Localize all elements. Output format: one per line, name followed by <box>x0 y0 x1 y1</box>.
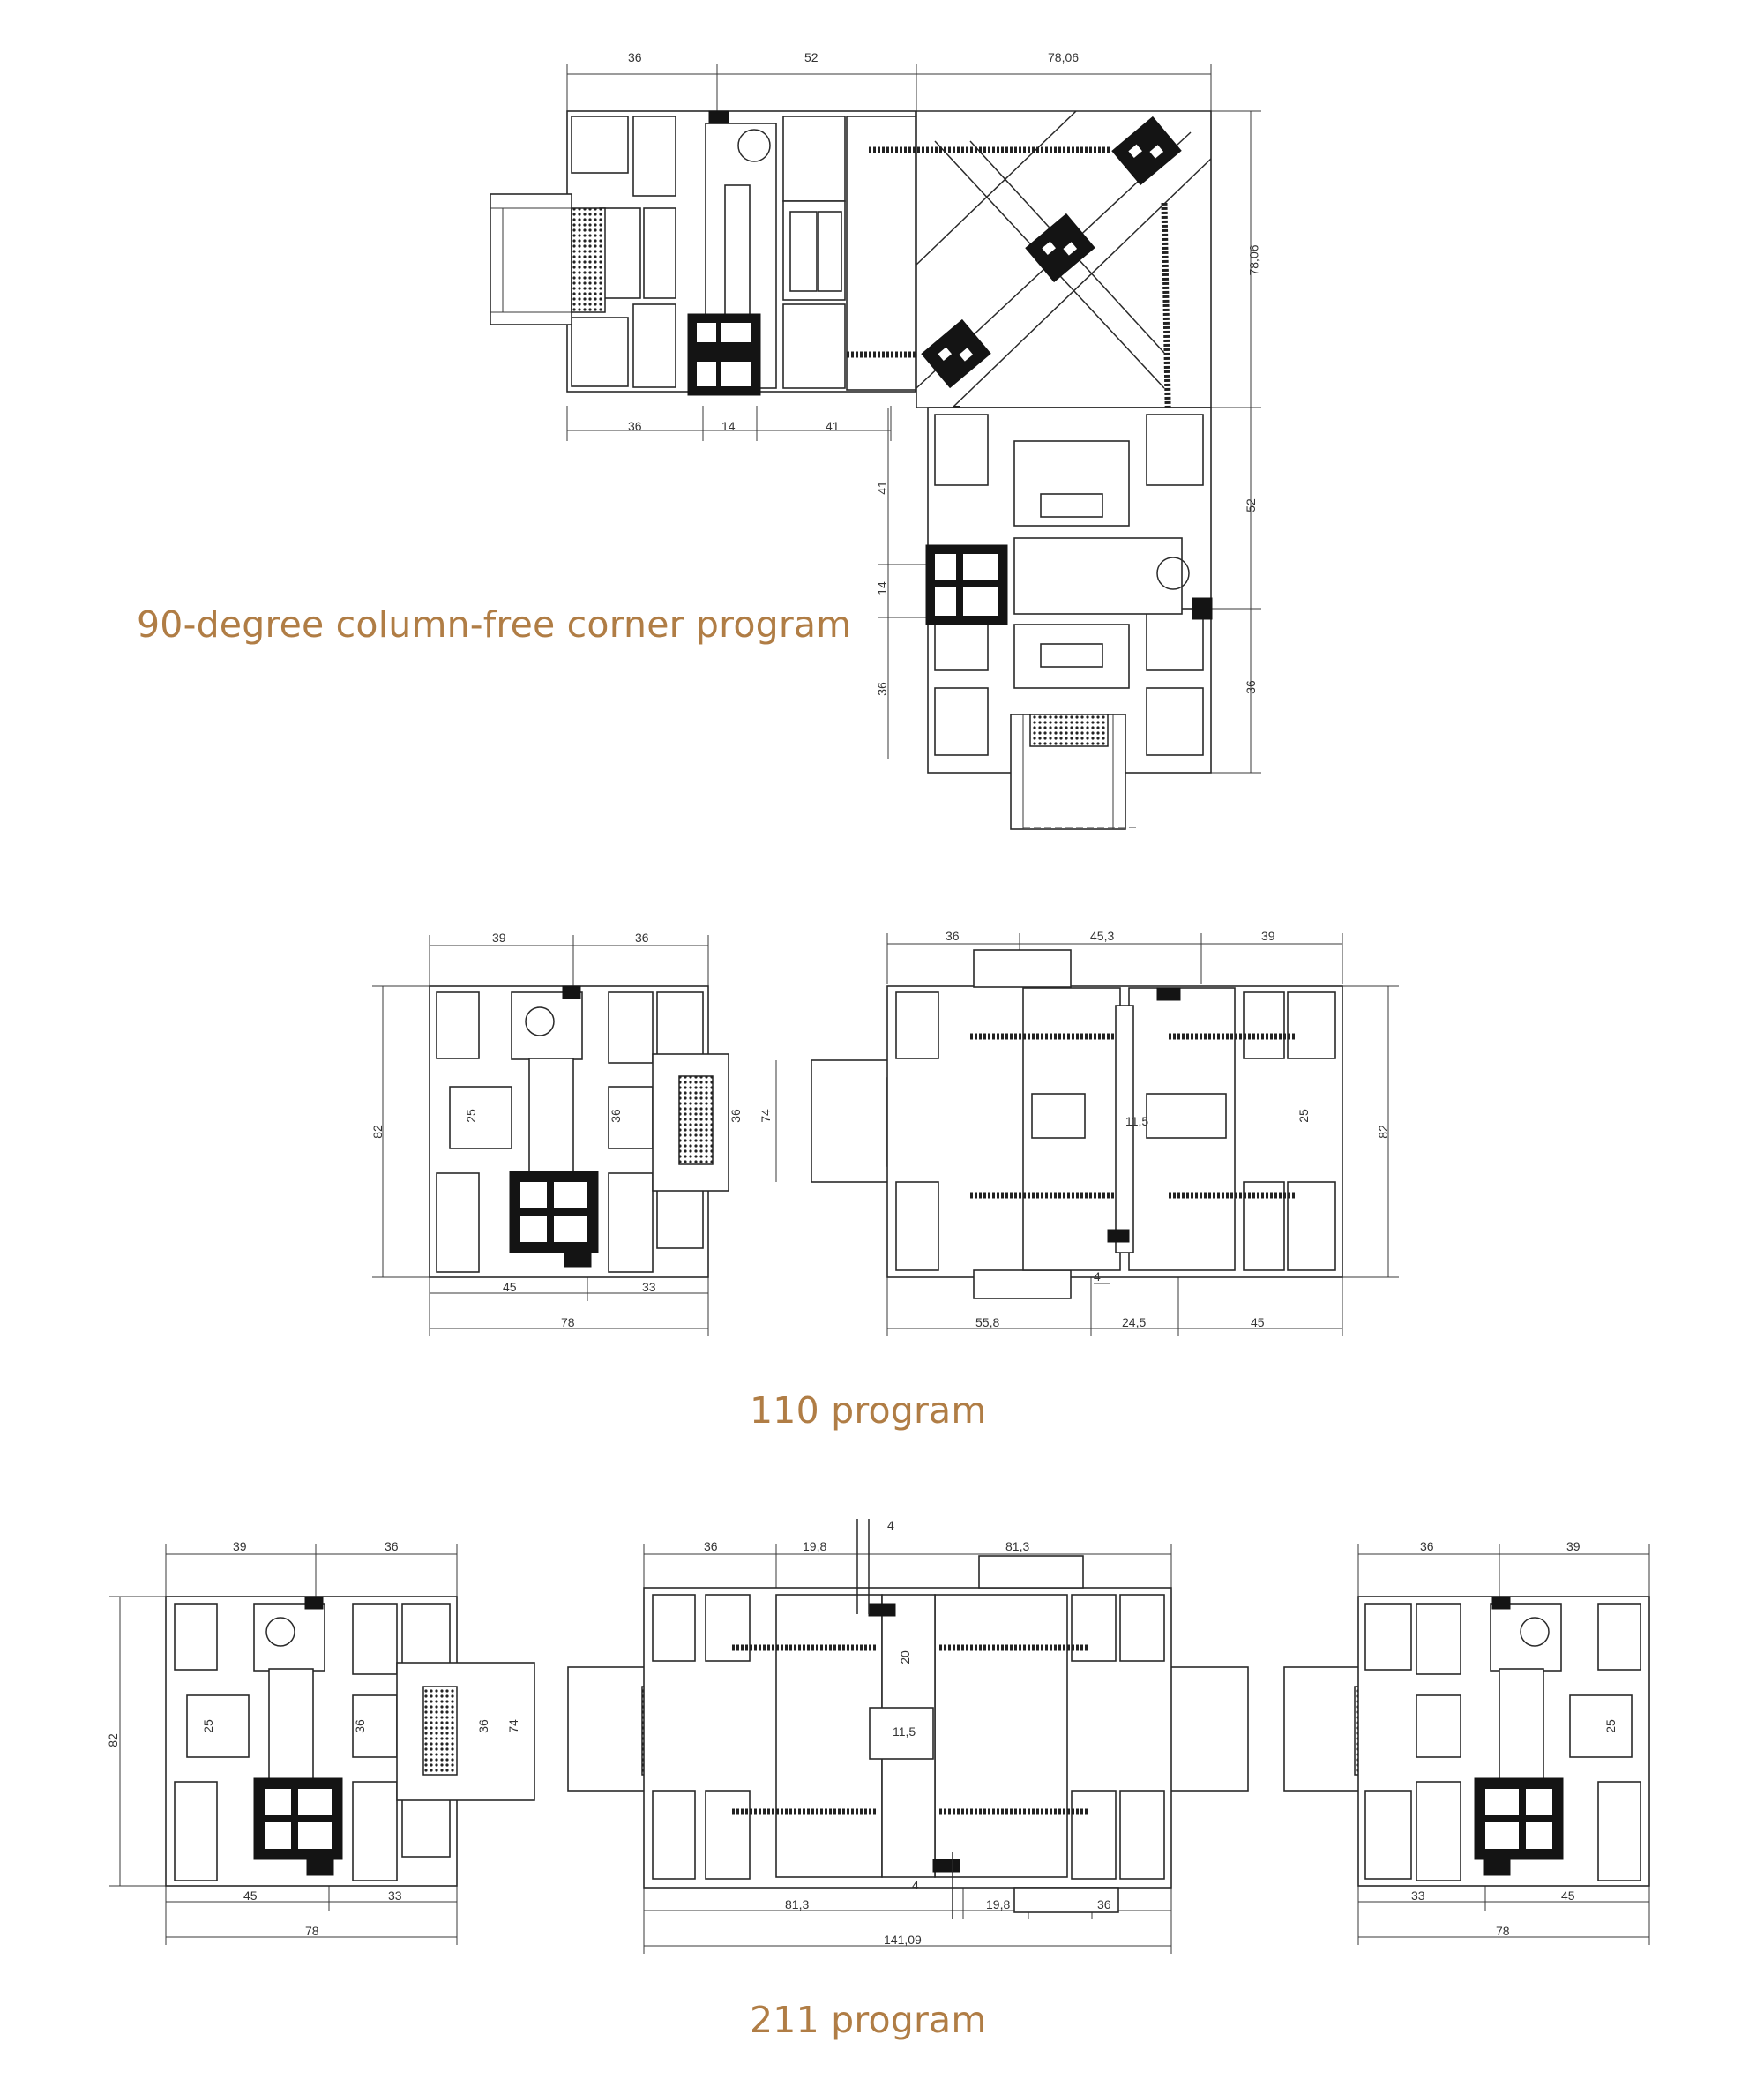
dim-label: 36 <box>1420 1539 1434 1553</box>
dim-label: 19,8 <box>986 1897 1011 1911</box>
dim-label: 36 <box>608 1109 623 1123</box>
p110-right-drawing <box>811 933 1399 1336</box>
dim-label: 36 <box>635 931 649 945</box>
dim-label: 41 <box>874 481 889 495</box>
dim-label: 19,8 <box>803 1539 827 1553</box>
dim-label: 25 <box>1603 1719 1618 1733</box>
dim-label: 39 <box>1261 929 1275 943</box>
dim-label: 45 <box>1251 1315 1265 1329</box>
dim-label: 33 <box>642 1280 656 1294</box>
dim-label: 4 <box>887 1518 894 1532</box>
dim-label: 82 <box>370 1125 385 1139</box>
dim-label: 41 <box>826 419 840 433</box>
dim-label: 78,06 <box>1246 244 1261 276</box>
dim-label: 36 <box>628 419 642 433</box>
dim-label: 52 <box>1243 498 1258 512</box>
dim-label: 78,06 <box>1048 50 1080 64</box>
dim-label: 45 <box>1561 1889 1575 1903</box>
caption-110-program: 110 program <box>750 1389 987 1432</box>
dim-label: 39 <box>233 1539 247 1553</box>
dim-label: 33 <box>1411 1889 1425 1903</box>
dim-label: 25 <box>463 1109 478 1123</box>
dim-label: 82 <box>1375 1125 1390 1139</box>
dim-label: 36 <box>874 682 889 696</box>
dim-label: 78 <box>1496 1924 1510 1938</box>
dim-label: 78 <box>561 1315 575 1329</box>
dim-label: 78 <box>305 1924 319 1938</box>
dim-label: 81,3 <box>1005 1539 1030 1553</box>
dim-label: 24,5 <box>1122 1315 1147 1329</box>
dim-label: 45,3 <box>1090 929 1115 943</box>
dim-label: 36 <box>475 1719 490 1733</box>
dim-label: 39 <box>1566 1539 1581 1553</box>
caption-211-program: 211 program <box>750 1999 987 2041</box>
dim-label: 36 <box>352 1719 367 1733</box>
dim-label: 36 <box>1097 1897 1111 1911</box>
dim-label: 25 <box>1296 1109 1311 1123</box>
dim-label: 82 <box>105 1733 120 1747</box>
p211-left-drawing <box>105 1544 534 1945</box>
p110-left-drawing <box>372 935 776 1336</box>
dim-label: 36 <box>728 1109 743 1123</box>
dim-label: 36 <box>704 1539 718 1553</box>
p211-right-drawing <box>1284 1544 1649 1945</box>
dim-label: 36 <box>628 50 642 64</box>
dim-label: 33 <box>388 1889 402 1903</box>
dim-label: 25 <box>200 1719 215 1733</box>
corner-drawing <box>490 64 1261 829</box>
dim-label: 141,09 <box>884 1933 922 1947</box>
dim-label: 81,3 <box>785 1897 810 1911</box>
dim-label: 36 <box>385 1539 399 1553</box>
dim-label: 39 <box>492 931 506 945</box>
dim-label: 11,5 <box>1125 1114 1149 1128</box>
dim-label: 4 <box>1094 1269 1101 1283</box>
dim-label: 45 <box>503 1280 517 1294</box>
dim-label: 55,8 <box>975 1315 1000 1329</box>
dim-label: 36 <box>1243 680 1258 694</box>
dim-label: 36 <box>946 929 960 943</box>
dim-label: 14 <box>874 581 889 595</box>
dim-label: 14 <box>721 419 736 433</box>
caption-corner-program: 90-degree column-free corner program <box>137 603 852 646</box>
dim-label: 74 <box>505 1719 520 1733</box>
dim-label: 11,5 <box>893 1724 916 1739</box>
dim-label: 45 <box>243 1889 258 1903</box>
dim-label: 74 <box>758 1109 773 1123</box>
dim-label: 20 <box>897 1650 912 1664</box>
dim-label: 52 <box>804 50 818 64</box>
dim-label: 4 <box>912 1878 919 1892</box>
